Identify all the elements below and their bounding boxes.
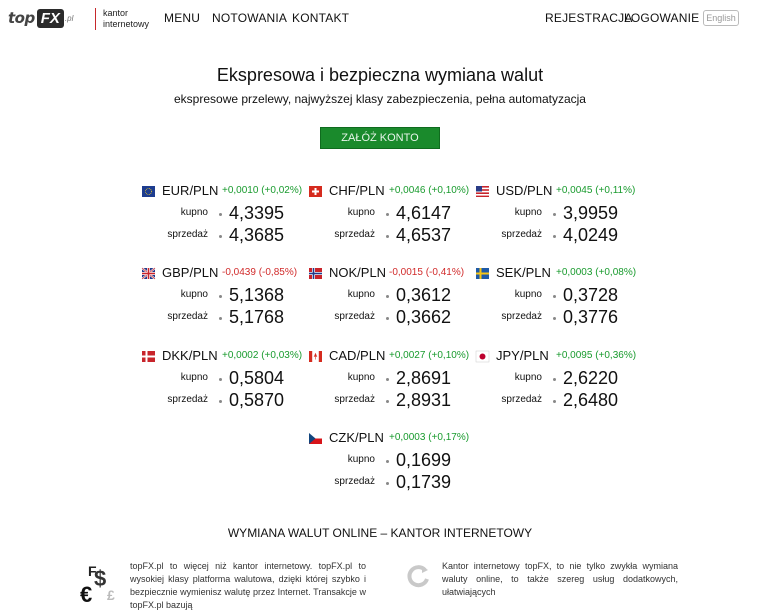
- sell-rate: 0,3662: [396, 307, 452, 327]
- currency-pair[interactable]: JPY/PLN: [496, 348, 549, 363]
- bullet-icon: [553, 213, 556, 216]
- rate-change: -0,0015 (-0,41%): [389, 267, 465, 278]
- nav-notowania[interactable]: NOTOWANIA: [212, 11, 288, 25]
- buy-label: kupno: [347, 372, 375, 383]
- svg-text:$: $: [94, 566, 107, 591]
- svg-text:£: £: [107, 587, 115, 603]
- buy-label: kupno: [514, 372, 542, 383]
- ca-flag-icon: [309, 351, 322, 362]
- language-button[interactable]: English: [703, 10, 739, 26]
- sell-label: sprzedaż: [167, 229, 208, 240]
- buy-label: kupno: [514, 207, 542, 218]
- buy-label: kupno: [347, 454, 375, 465]
- rate-card-gbp: [142, 265, 312, 335]
- rate-change: +0,0003 (+0,08%): [556, 267, 637, 278]
- sell-rate: 2,6480: [563, 390, 619, 410]
- sell-label: sprzedaż: [501, 311, 542, 322]
- register-link[interactable]: REJESTRACJA: [545, 11, 633, 25]
- buy-rate: 5,1368: [229, 285, 285, 305]
- bullet-icon: [219, 295, 222, 298]
- sell-label: sprzedaż: [334, 394, 375, 405]
- buy-label: kupno: [180, 289, 208, 300]
- bullet-icon: [386, 378, 389, 381]
- bullet-icon: [219, 378, 222, 381]
- refresh-icon: [405, 562, 433, 590]
- logo-pl-text: .pl: [64, 13, 74, 23]
- rate-card-nok: [309, 265, 479, 335]
- svg-text:€: €: [80, 582, 93, 607]
- currency-pair[interactable]: SEK/PLN: [496, 265, 551, 280]
- buy-rate: 2,8691: [396, 368, 452, 388]
- sell-rate: 4,0249: [563, 225, 619, 245]
- bullet-icon: [386, 295, 389, 298]
- sell-rate: 0,3776: [563, 307, 619, 327]
- logo-fx-text: FX: [37, 9, 64, 28]
- sell-rate: 0,1739: [396, 472, 452, 492]
- rate-change: +0,0095 (+0,36%): [556, 350, 637, 361]
- sell-label: sprzedaż: [334, 311, 375, 322]
- rate-change: +0,0045 (+0,11%): [556, 185, 636, 196]
- rate-card-cad: [309, 348, 479, 418]
- dk-flag-icon: [142, 351, 155, 362]
- nav-menu[interactable]: MENU: [164, 11, 201, 25]
- logo-divider: [95, 8, 96, 30]
- buy-label: kupno: [514, 289, 542, 300]
- bullet-icon: [386, 213, 389, 216]
- rate-change: +0,0027 (+0,10%): [389, 350, 470, 361]
- bullet-icon: [553, 378, 556, 381]
- currency-pair[interactable]: DKK/PLN: [162, 348, 218, 363]
- jp-flag-icon: [476, 351, 489, 362]
- bullet-icon: [386, 317, 389, 320]
- bullet-icon: [219, 213, 222, 216]
- buy-rate: 0,1699: [396, 450, 452, 470]
- rate-card-jpy: [476, 348, 646, 418]
- rate-card-chf: [309, 183, 479, 253]
- currency-pair[interactable]: NOK/PLN: [329, 265, 387, 280]
- rate-card-usd: [476, 183, 646, 253]
- sell-label: sprzedaż: [167, 311, 208, 322]
- ch-flag-icon: [309, 186, 322, 197]
- buy-label: kupno: [347, 207, 375, 218]
- sell-label: sprzedaż: [501, 394, 542, 405]
- gb-flag-icon: [142, 268, 155, 279]
- svg-text:F: F: [88, 563, 97, 579]
- buy-label: kupno: [180, 207, 208, 218]
- buy-rate: 0,3728: [563, 285, 619, 305]
- bullet-icon: [553, 235, 556, 238]
- sell-rate: 4,6537: [396, 225, 452, 245]
- bullet-icon: [553, 400, 556, 403]
- se-flag-icon: [476, 268, 489, 279]
- hero-subtitle: ekspresowe przelewy, najwyższej klasy zabezpieczenia, pełna automatyzacja: [174, 92, 586, 106]
- topfx-logo[interactable]: [8, 7, 73, 29]
- bullet-icon: [386, 482, 389, 485]
- sell-rate: 5,1768: [229, 307, 285, 327]
- buy-rate: 2,6220: [563, 368, 619, 388]
- currency-pair[interactable]: GBP/PLN: [162, 265, 219, 280]
- bullet-icon: [219, 400, 222, 403]
- logo-top-text: top: [8, 9, 35, 27]
- currency-pair[interactable]: CZK/PLN: [329, 430, 384, 445]
- sell-rate: 0,5870: [229, 390, 285, 410]
- sell-label: sprzedaż: [167, 394, 208, 405]
- bullet-icon: [553, 295, 556, 298]
- bullet-icon: [553, 317, 556, 320]
- sell-label: sprzedaż: [334, 476, 375, 487]
- currency-pair[interactable]: EUR/PLN: [162, 183, 219, 198]
- buy-label: kupno: [347, 289, 375, 300]
- rate-card-sek: [476, 265, 646, 335]
- buy-rate: 4,6147: [396, 203, 452, 223]
- sell-rate: 2,8931: [396, 390, 452, 410]
- rate-change: +0,0003 (+0,17%): [389, 432, 470, 443]
- currency-pair[interactable]: CHF/PLN: [329, 183, 385, 198]
- eu-flag-icon: [142, 186, 155, 197]
- site-header: [0, 0, 760, 36]
- buy-rate: 0,3612: [396, 285, 452, 305]
- buy-rate: 4,3395: [229, 203, 285, 223]
- promo-text-left: topFX.pl to więcej niż kantor internetowy. topFX.pl to wysokiej klasy platforma walutowa, dzięki której szybko i bezpiecznie wymienisz walutę przez Internet. Transakcje w topFX.pl bazują: [130, 561, 366, 610]
- bullet-icon: [386, 400, 389, 403]
- rate-change: +0,0002 (+0,03%): [222, 350, 303, 361]
- buy-label: kupno: [180, 372, 208, 383]
- sell-label: sprzedaż: [334, 229, 375, 240]
- bullet-icon: [219, 235, 222, 238]
- login-link[interactable]: LOGOWANIE: [624, 11, 700, 25]
- logo-tagline: kantor internetowy: [103, 8, 150, 29]
- currency-pair[interactable]: USD/PLN: [496, 183, 553, 198]
- bullet-icon: [386, 460, 389, 463]
- currency-pair[interactable]: CAD/PLN: [329, 348, 386, 363]
- rate-card-eur: [142, 183, 312, 253]
- rate-card-dkk: [142, 348, 312, 418]
- section-title: WYMIANA WALUT ONLINE – KANTOR INTERNETOWY: [227, 526, 533, 540]
- nav-kontakt[interactable]: KONTAKT: [292, 11, 350, 25]
- us-flag-icon: [476, 186, 489, 197]
- rate-change: -0,0439 (-0,85%): [222, 267, 298, 278]
- buy-rate: 3,9959: [563, 203, 619, 223]
- sell-rate: 4,3685: [229, 225, 285, 245]
- rate-change: +0,0010 (+0,02%): [222, 185, 303, 196]
- buy-rate: 0,5804: [229, 368, 285, 388]
- sell-label: sprzedaż: [501, 229, 542, 240]
- hero-title: Ekspresowa i bezpieczna wymiana walut: [216, 65, 544, 85]
- create-account-button[interactable]: ZAŁÓŻ KONTO: [320, 127, 440, 149]
- no-flag-icon: [309, 268, 322, 279]
- rate-change: +0,0046 (+0,10%): [389, 185, 470, 196]
- currency-symbols-icon: [80, 560, 122, 607]
- cz-flag-icon: [309, 433, 322, 444]
- promo-text-right: Kantor internetowy topFX, to nie tylko zwykła wymiana waluty online, to także szereg usług dodatkowych, ułatwiających: [442, 561, 678, 597]
- bullet-icon: [219, 317, 222, 320]
- bullet-icon: [386, 235, 389, 238]
- rate-card-czk: [309, 430, 479, 500]
